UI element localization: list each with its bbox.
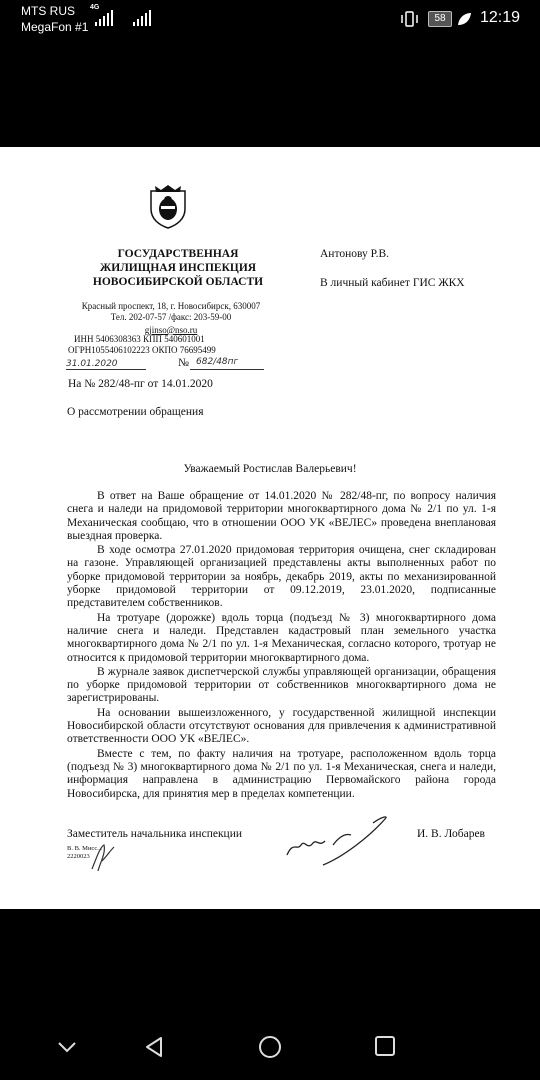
address-line: Красный проспект, 18, г. Новосибирск, 630007 <box>81 301 261 311</box>
coat-of-arms-icon <box>149 185 187 229</box>
leaf-icon <box>456 11 472 27</box>
executor-phone: 2220023 <box>67 853 90 860</box>
document-page <box>0 147 540 909</box>
initials-signature <box>88 841 118 873</box>
org-line-1: ГОСУДАРСТВЕННАЯ <box>117 248 239 260</box>
paragraph: На тротуаре (дорожке) вдоль торца (подъезд № 3) многоквартирного дома наличие снега и наледи. Представлен кадастровый план земельного участка многоквартирного дома № 2/1 по ул. 1-я Механическая, согласно которого, тротуар не относится к придомовой территории многоквартирного дома. <box>67 611 496 664</box>
reference-line: На № 282/48-пг от 14.01.2020 <box>68 378 213 390</box>
executor-initials: В. В. Мисс... <box>67 845 103 852</box>
paragraph: В ходе осмотра 27.01.2020 придомовая территория очищена, снег складирован на газоне. Управляющей организацией представлены акты выполненных работ по уборке придомовой территории за ноябрь, декабрь 2019, акты по механизированной уборке придомовой территории от 09.12.2019, 23.01.2020, подписанные представителем собственников. <box>67 544 496 610</box>
recipient-name: Антонову Р.В. <box>320 248 390 260</box>
carrier-1-label: MTS RUS <box>21 4 75 18</box>
battery-icon: 58 <box>428 11 452 27</box>
paragraph: Вместе с тем, по факту наличия на тротуаре, расположенном вдоль торца (подъезд № 3) многоквартирного дома № 2/1 по ул. 1-я Механическая, снега и наледи, информация направлена в администрацию Первомайского района города Новосибирска, для принятия мер в пределах компетенции. <box>67 747 496 800</box>
network-type-label: 4G <box>90 4 100 11</box>
organization-name <box>78 247 278 289</box>
status-bar <box>0 0 540 36</box>
email-link[interactable]: gjinso@nso.ru <box>144 325 198 335</box>
carrier-2-label: MegaFon #1 <box>21 20 89 34</box>
circle-home-icon[interactable] <box>258 1036 282 1060</box>
paragraph: В журнале заявок диспетчерской службы управляющей организации, обращения по уборке придомовой территории от собственников многоквартирного дома не зарегистрированы. <box>67 665 496 705</box>
subject-line: О рассмотрении обращения <box>67 406 204 418</box>
phone-line: Тел. 202-07-57 /факс: 203-59-00 <box>110 312 232 322</box>
triangle-back-icon[interactable] <box>143 1036 165 1058</box>
date-underline <box>66 369 146 370</box>
clock-label: 12:19 <box>480 9 521 26</box>
vibrate-icon <box>400 11 418 27</box>
signal-2-icon <box>133 10 151 26</box>
chevron-down-icon[interactable] <box>56 1036 78 1058</box>
square-recents-icon[interactable] <box>374 1036 396 1058</box>
organization-address <box>66 301 276 336</box>
handwritten-date: 31.01.2020 <box>66 359 118 369</box>
signal-1-icon <box>95 10 113 26</box>
paragraph: На основании вышеизложенного, у государственной жилищной инспекции Новосибирской области отсутствуют основания для привлечения к административной ответственности ООО УК «ВЕЛЕС». <box>67 706 496 746</box>
inn-line: ИНН 5406308363 КПП 540601001 <box>74 334 205 344</box>
signatory-title: Заместитель начальника инспекции <box>67 828 242 840</box>
number-underline <box>190 369 264 370</box>
letter-body <box>67 490 496 802</box>
paragraph: В ответ на Ваше обращение от 14.01.2020 № 282/48-пг, по вопросу наличия снега и наледи на придомовой территории многоквартирного дома № 2/1 по ул. 1-я Механическая сообщаю, что в отношении ООО УК «ВЕЛЕС» проведена внеплановая выездная проверка. <box>67 490 496 542</box>
handwritten-number: 682/48пг <box>196 357 239 367</box>
signatory-name: И. В. Лобарев <box>417 828 485 840</box>
org-line-3: НОВОСИБИРСКОЙ ОБЛАСТИ <box>92 276 264 288</box>
greeting: Уважаемый Ростислав Валерьевич! <box>183 463 357 475</box>
handwritten-signature <box>285 811 395 871</box>
navigation-bar <box>0 1018 540 1080</box>
org-line-2: ЖИЛИЩНАЯ ИНСПЕКЦИЯ <box>99 262 257 274</box>
recipient-channel: В личный кабинет ГИС ЖКХ <box>320 277 465 289</box>
number-label: № <box>178 357 189 369</box>
ogrn-line: ОГРН1055406102223 ОКПО 76695499 <box>68 345 216 355</box>
